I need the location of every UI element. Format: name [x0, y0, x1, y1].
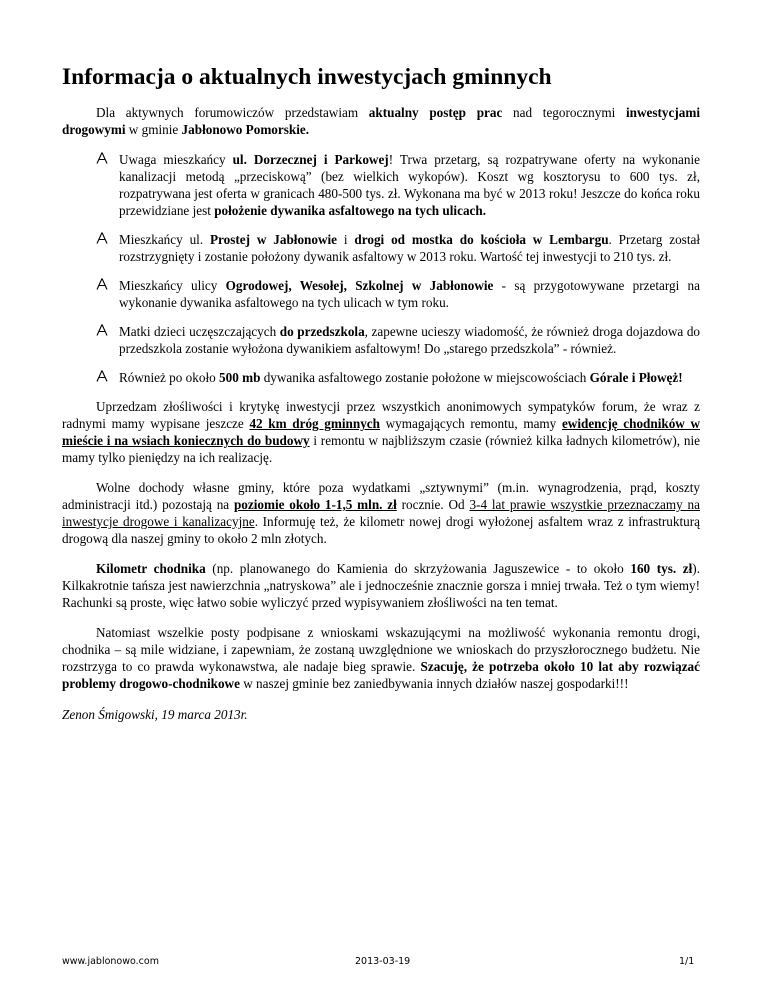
announcement-list: [62, 151, 700, 386]
text-run: 500 mb: [219, 370, 261, 385]
list-item: [62, 277, 700, 311]
body-paragraph: [62, 624, 700, 692]
body-paragraph: [62, 398, 700, 466]
text-run: Szacuję, że potrzeba około 10 lat aby rozwiązać problemy drogowo-chodnikowe: [62, 659, 700, 691]
text-run: w gminie: [125, 122, 182, 137]
text-run: drogi od mostka do kościoła w Lembargu: [354, 232, 609, 247]
text-run: Uprzedzam złośliwości i krytykę inwestycji przez wszystkich anonimowych sympatyków forum, że wraz z radnymi mamy wypisane jeszcze: [62, 399, 700, 431]
text-run: Również po około: [119, 370, 219, 385]
text-run: Kilometr chodnika: [96, 561, 206, 576]
list-item: [62, 369, 700, 386]
text-run: Mieszkańcy ul.: [119, 232, 210, 247]
footer-page-number: 1/1: [679, 956, 695, 967]
text-run: wymagających remontu, mamy: [380, 416, 562, 431]
signature: Zenon Śmigowski, 19 marca 2013r.: [62, 707, 248, 722]
body-paragraph: [62, 479, 700, 547]
text-run: Dla aktywnych forumowiczów przedstawiam: [96, 105, 369, 120]
text-run: ). Kilkakrotnie tańsza jest nawierzchnia „natryskowa” ale i jednocześnie znacznie gorsza i mniej trwała. Też o tym wiemy! Rachunki są proste, więc łatwo sobie wyliczyć przed wypisywaniem złośliwości na ten temat.: [62, 561, 700, 610]
intro-paragraph: [62, 104, 700, 138]
caret-up-icon: [96, 323, 108, 337]
text-run: Jabłonowo Pomorskie.: [181, 122, 310, 137]
list-item-text: [119, 232, 700, 264]
text-run: rocznie. Od: [396, 497, 470, 512]
text-run: , zapewne ucieszy wiadomość, że również droga dojazdowa do przedszkola zostanie wyłożona dywanikiem asfaltowym! Do „starego przedszkola” - również.: [119, 324, 701, 356]
caret-up-icon: [96, 231, 108, 245]
text-run: (np. planowanego do Kamienia do skrzyżowania Jaguszewice - to około: [205, 561, 631, 576]
text-run: ewidencję chodników w mieście i na wsiach koniecznych do budowy: [62, 416, 701, 448]
text-run: do przedszkola: [279, 324, 365, 339]
body-paragraph: [62, 560, 700, 611]
footer-date: 2013-03-19: [355, 956, 411, 967]
text-run: . Przetarg został rozstrzygnięty i zostanie położony dywanik asfaltowy w 2013 roku. Wartość tej inwestycji to 210 tys. zł.: [119, 232, 700, 264]
text-run: 42 km dróg gminnych: [249, 416, 380, 431]
text-run: - są przygotowywane przetargi na wykonanie dywanika asfaltowego na tych ulicach w tym roku.: [119, 278, 700, 310]
text-run: Wolne dochody własne gminy, które poza wydatkami „sztywnymi” (m.in. wynagrodzenia, prąd, koszty administracji itd.) pozostają na: [62, 480, 700, 512]
caret-up-icon: [96, 277, 108, 291]
caret-up-icon: [96, 151, 108, 165]
text-run: poziomie około 1-1,5 mln. zł: [233, 497, 397, 512]
list-item: [62, 151, 700, 219]
text-run: inwestycjami drogowymi: [62, 105, 700, 137]
text-run: 3-4 lat prawie wszystkie przeznaczamy na inwestycje drogowe i kanalizacyjne: [62, 497, 701, 529]
text-run: Mieszkańcy ulicy: [119, 278, 226, 293]
list-item-text: [119, 152, 700, 218]
list-item-text: [119, 278, 700, 310]
caret-up-icon: [96, 369, 108, 383]
text-run: 160 tys. zł: [630, 561, 693, 576]
text-run: nad tegorocznymi: [502, 105, 626, 120]
text-run: i remontu w najbliższym czasie (również kilka ładnych kilometrów), nie mamy tylko pieniędzy na ich realizację.: [62, 433, 700, 465]
text-run: i: [337, 232, 355, 247]
list-item-text: [119, 370, 683, 385]
text-run: . Informuję też, że kilometr nowej drogi wyłożonej asfaltem wraz z infrastrukturą drogową dla naszej gminy to około 2 mln złotych.: [62, 514, 700, 546]
text-run: Uwaga mieszkańcy: [119, 152, 233, 167]
list-item: [62, 231, 700, 265]
text-run: Prostej w Jabłonowie: [209, 232, 338, 247]
list-item-text: [119, 324, 700, 356]
text-run: w naszej gminie bez zaniedbywania innych działów naszej gospodarki!!!: [239, 676, 629, 691]
text-run: Natomiast wszelkie posty podpisane z wnioskami wskazującymi na możliwość wykonania remontu drogi, chodnika – są mile widziane, i zapewniam, że zostaną uwzględnione we wnioskach do przyszłorocznego budżetu. Nie rozstrzyga to co prawda wykonawstwa, ale nadaje bieg sprawie.: [62, 625, 700, 674]
text-run: ul. Dorzecznej i Parkowej: [232, 152, 389, 167]
text-run: Ogrodowej, Wesołej, Szkolnej w Jabłonowie: [225, 278, 494, 293]
text-run: Górale i Płowęż!: [589, 370, 683, 385]
document-page: [62, 62, 700, 736]
text-run: Matki dzieci uczęszczających: [119, 324, 280, 339]
list-item: [62, 323, 700, 357]
text-run: dywanika asfaltowego zostanie położone w miejscowościach: [260, 370, 590, 385]
text-run: ! Trwa przetarg, są rozpatrywane oferty na wykonanie kanalizacji metodą „przeciskową” (bez wielkich wykopów). Koszt wg kosztorysu to 600 tys. zł, rozpatrywana jest oferta w granicach 480-500 tys. zł. Wykonana ma być w 2013 roku! Jeszcze do końca roku przewidziane jest: [119, 152, 700, 218]
text-run: aktualny postęp prac: [368, 105, 503, 120]
footer-site: www.jablonowo.com: [62, 956, 159, 967]
document-title: Informacja o aktualnych inwestycjach gminnych: [62, 64, 552, 90]
text-run: położenie dywanika asfaltowego na tych ulicach.: [214, 203, 487, 218]
